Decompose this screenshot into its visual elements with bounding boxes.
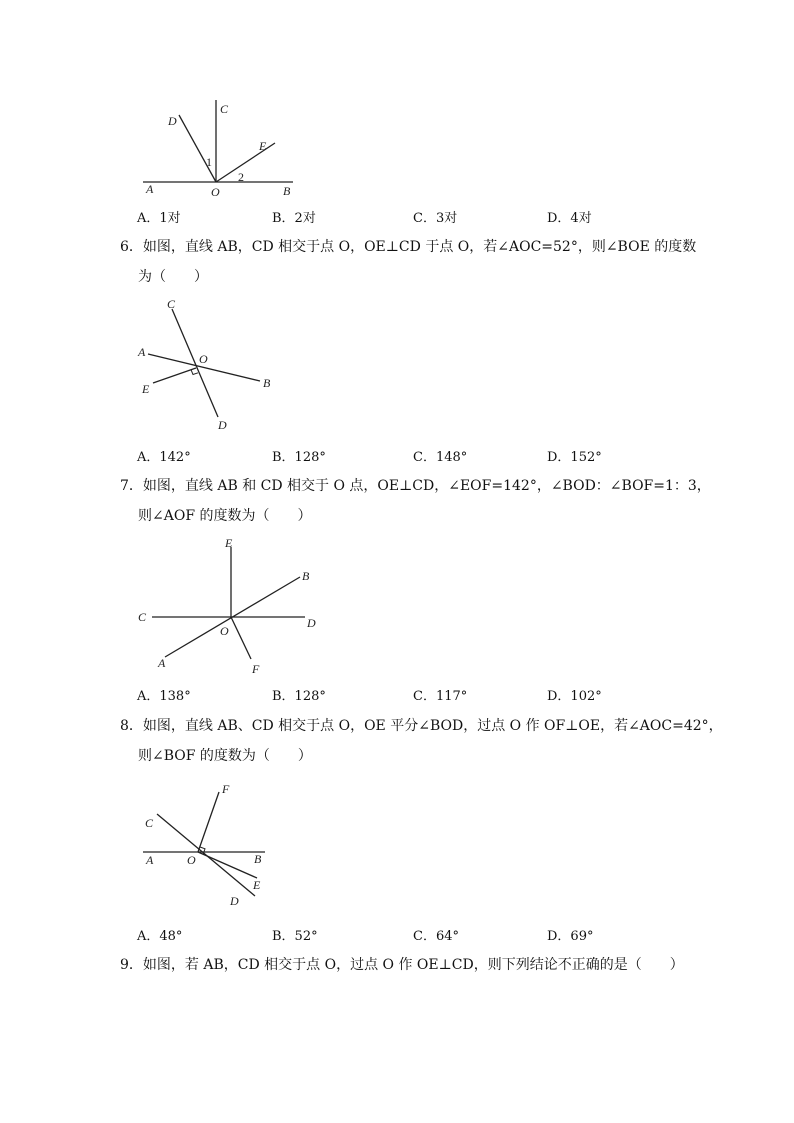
- q6-options: [137, 446, 697, 464]
- line-cd: [172, 309, 218, 417]
- label-o: O: [199, 352, 208, 366]
- q8-options: [137, 925, 697, 943]
- ray-oe: [198, 852, 257, 878]
- label-d: D: [230, 894, 239, 908]
- option-b[interactable]: B．128°: [272, 689, 326, 704]
- label-a: A: [138, 345, 146, 359]
- q6-stem-line2: 为（ ）: [138, 269, 208, 285]
- label-o: O: [220, 624, 229, 638]
- option-d[interactable]: D．152°: [547, 450, 602, 465]
- figure-q8: [135, 778, 295, 918]
- label-a: A: [158, 656, 166, 670]
- label-f: F: [222, 782, 230, 796]
- label-c: C: [220, 102, 229, 116]
- option-c[interactable]: C．117°: [413, 689, 468, 704]
- label-c: C: [167, 297, 176, 311]
- option-d[interactable]: D．102°: [547, 689, 602, 704]
- option-c[interactable]: C．64°: [413, 929, 459, 944]
- label-o: O: [187, 853, 196, 867]
- label-b: B: [254, 852, 262, 866]
- q7-stem-line1: 7．如图，直线 AB 和 CD 相交于 O 点，OE⊥CD，∠EOF=142°，∠BOD：∠BOF=1：3，: [120, 478, 711, 494]
- right-angle-mark: [191, 370, 198, 375]
- q5-options: [137, 207, 697, 225]
- label-e: E: [253, 878, 261, 892]
- label-e: E: [259, 139, 267, 153]
- label-b: B: [263, 376, 271, 390]
- figure-q7: [130, 532, 330, 682]
- option-b[interactable]: B．128°: [272, 450, 326, 465]
- figure-q5: [135, 95, 305, 205]
- label-b: B: [302, 569, 310, 583]
- label-d: D: [168, 114, 177, 128]
- q8-stem-line1: 8．如图，直线 AB、CD 相交于点 O，OE 平分∠BOD，过点 O 作 OF⊥OE，若∠AOC=42°，: [120, 718, 723, 734]
- angle-1-label: 1: [206, 155, 212, 169]
- label-c: C: [138, 610, 147, 624]
- q7-stem-line2: 则∠AOF 的度数为（ ）: [138, 508, 312, 524]
- label-d: D: [218, 418, 227, 432]
- option-b[interactable]: B．52°: [272, 929, 318, 944]
- option-a[interactable]: A．138°: [137, 689, 191, 704]
- label-a: A: [146, 853, 154, 867]
- q6-stem-line1: 6．如图，直线 AB，CD 相交于点 O，OE⊥CD 于点 O，若∠AOC=52°，则∠BOE 的度数: [120, 239, 697, 255]
- label-a: A: [146, 182, 154, 196]
- q8-stem-line2: 则∠BOF 的度数为（ ）: [138, 748, 312, 764]
- label-e: E: [142, 382, 150, 396]
- q9-stem-line1: 9．如图，若 AB，CD 相交于点 O，过点 O 作 OE⊥CD，则下列结论不正确的是（ ）: [120, 957, 684, 973]
- option-a[interactable]: A．48°: [137, 929, 183, 944]
- ray-oe: [153, 368, 196, 383]
- label-o: O: [211, 185, 220, 199]
- label-d: D: [307, 616, 316, 630]
- q7-options: [137, 685, 697, 703]
- option-a[interactable]: A．1对: [137, 211, 181, 226]
- label-e: E: [225, 536, 233, 550]
- option-d[interactable]: D．4对: [547, 211, 592, 226]
- option-c[interactable]: C．3对: [413, 211, 458, 226]
- ray-of: [198, 792, 219, 852]
- figure-q6: [130, 292, 290, 442]
- ray-od: [179, 115, 216, 182]
- label-b: B: [283, 184, 291, 198]
- option-d[interactable]: D．69°: [547, 929, 594, 944]
- option-a[interactable]: A．142°: [137, 450, 191, 465]
- ray-of: [231, 617, 251, 659]
- label-c: C: [145, 816, 154, 830]
- label-f: F: [252, 662, 260, 676]
- option-b[interactable]: B．2对: [272, 211, 316, 226]
- angle-2-label: 2: [238, 170, 244, 184]
- option-c[interactable]: C．148°: [413, 450, 468, 465]
